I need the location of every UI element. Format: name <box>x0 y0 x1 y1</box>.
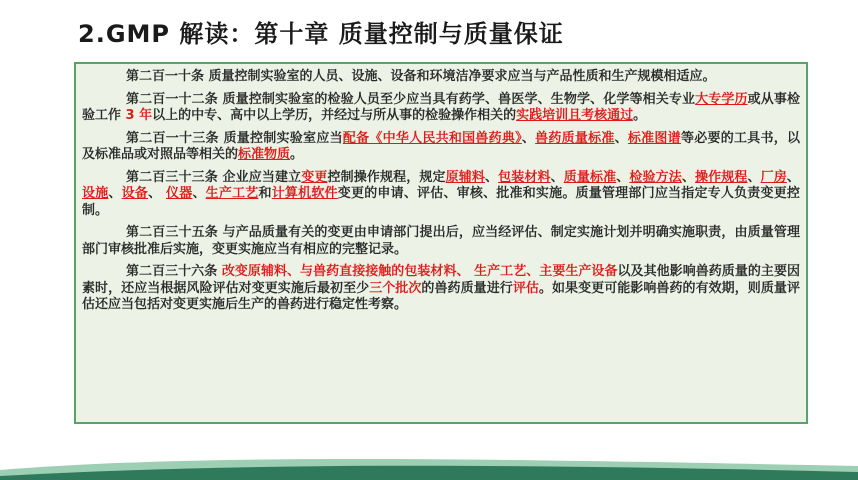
article-text: 、 <box>786 169 800 185</box>
article-text: 、 <box>484 169 499 185</box>
highlighted-text: 标准图谱 <box>627 130 681 146</box>
highlighted-text: 3 年 <box>125 108 153 123</box>
slide-title: 2.GMP 解读：第十章 质量控制与质量保证 <box>78 20 564 48</box>
wave-decoration <box>0 452 858 480</box>
highlighted-text: 标准物质 <box>238 147 291 162</box>
highlighted-text: 设备 <box>121 186 149 201</box>
highlighted-text: 配备《中华人民共和国兽药典》 <box>342 130 522 146</box>
article-paragraph <box>82 92 800 125</box>
highlighted-text: 厂房 <box>760 169 787 185</box>
article-text: 、 <box>550 169 564 185</box>
article-text: 、 <box>681 169 695 185</box>
decorative-bottom-band <box>0 452 858 480</box>
article-text: 控制操作规程，规定 <box>327 169 446 185</box>
article-text: 第二百一十二条 质量控制实验室的检验人员至少应当具有药学、兽医学、生物学、化学等相关专业 <box>126 91 696 107</box>
article-text: 。 <box>633 108 647 123</box>
highlighted-text: 改变原辅料、与兽药直接接触的包装材料、 生产工艺、主要生产设备 <box>221 264 618 279</box>
highlighted-text: 计算机软件 <box>271 186 338 201</box>
article-text: 、 <box>148 186 167 201</box>
highlighted-text: 实践培训且考核通过 <box>516 108 634 123</box>
article-text: 、 <box>192 186 206 201</box>
article-text: 。 <box>290 147 304 162</box>
article-text: 、 <box>614 130 628 146</box>
article-paragraph <box>82 170 800 220</box>
highlighted-text: 包装材料 <box>498 169 551 185</box>
highlighted-text: 设施 <box>82 186 109 201</box>
article-paragraph <box>82 69 800 86</box>
article-text: 第二百一十条 质量控制实验室的人员、设施、设备和环境洁净要求应当与产品性质和生产规模相适应。 <box>126 69 716 84</box>
article-text: 以上的中专、高中以上学历，并经过与所从事的检验操作相关的 <box>152 108 517 123</box>
article-text: 。如果变更可能影响兽药的有效期，则质量评估还应当包括对变更实施后生产的兽药进行稳定性考察。 <box>82 280 800 312</box>
highlighted-text: 大专学历 <box>695 91 748 107</box>
highlighted-text: 操作规程 <box>694 169 748 185</box>
highlighted-text: 三个批次 <box>369 280 422 296</box>
article-text: 变更的申请、评估、审核、批准和实施。质量管理部门应当指定专人负责变更控制。 <box>82 186 800 218</box>
article-text: 、 <box>747 169 761 185</box>
article-text: 或从事检验工作 <box>82 91 800 123</box>
article-paragraph <box>82 264 800 314</box>
article-paragraph <box>82 131 800 164</box>
highlighted-text: 质量标准 <box>563 169 617 185</box>
highlighted-text: 原辅料 <box>445 169 485 185</box>
highlighted-text: 评估 <box>512 280 539 296</box>
article-text: 、 <box>616 169 630 185</box>
article-text: 和 <box>258 186 272 201</box>
article-paragraph <box>82 225 800 258</box>
articles-box <box>74 62 808 424</box>
article-text: 的兽药质量进行 <box>421 280 513 296</box>
highlighted-text: 检验方法 <box>629 169 682 185</box>
article-text: 第二百三十三条 企业应当建立 <box>126 169 302 185</box>
article-text: 第二百三十五条 与产品质量有关的变更由申请部门提出后，应当经评估、制定实施计划并明确实施职责，由质量管理部门审核批准后实施，变更实施应当有相应的完整记录。 <box>82 225 800 257</box>
article-text: 第二百一十三条 质量控制实验室应当 <box>126 130 343 146</box>
article-text: 、 <box>521 130 536 146</box>
highlighted-text: 兽药质量标准 <box>535 130 615 146</box>
highlighted-text: 生产工艺 <box>205 186 259 201</box>
highlighted-text: 仪器 <box>166 186 193 201</box>
article-text: 、 <box>108 186 122 201</box>
article-text: 第二百三十六条 <box>126 264 222 279</box>
highlighted-text: 变更 <box>301 169 328 185</box>
article-text: 以及其他影响兽药质量的主要因素时，还应当根据风险评估对变更实施后最初至少 <box>82 264 800 296</box>
article-text: 等必要的工具书，以及标准品或对照品等相关的 <box>82 130 800 162</box>
